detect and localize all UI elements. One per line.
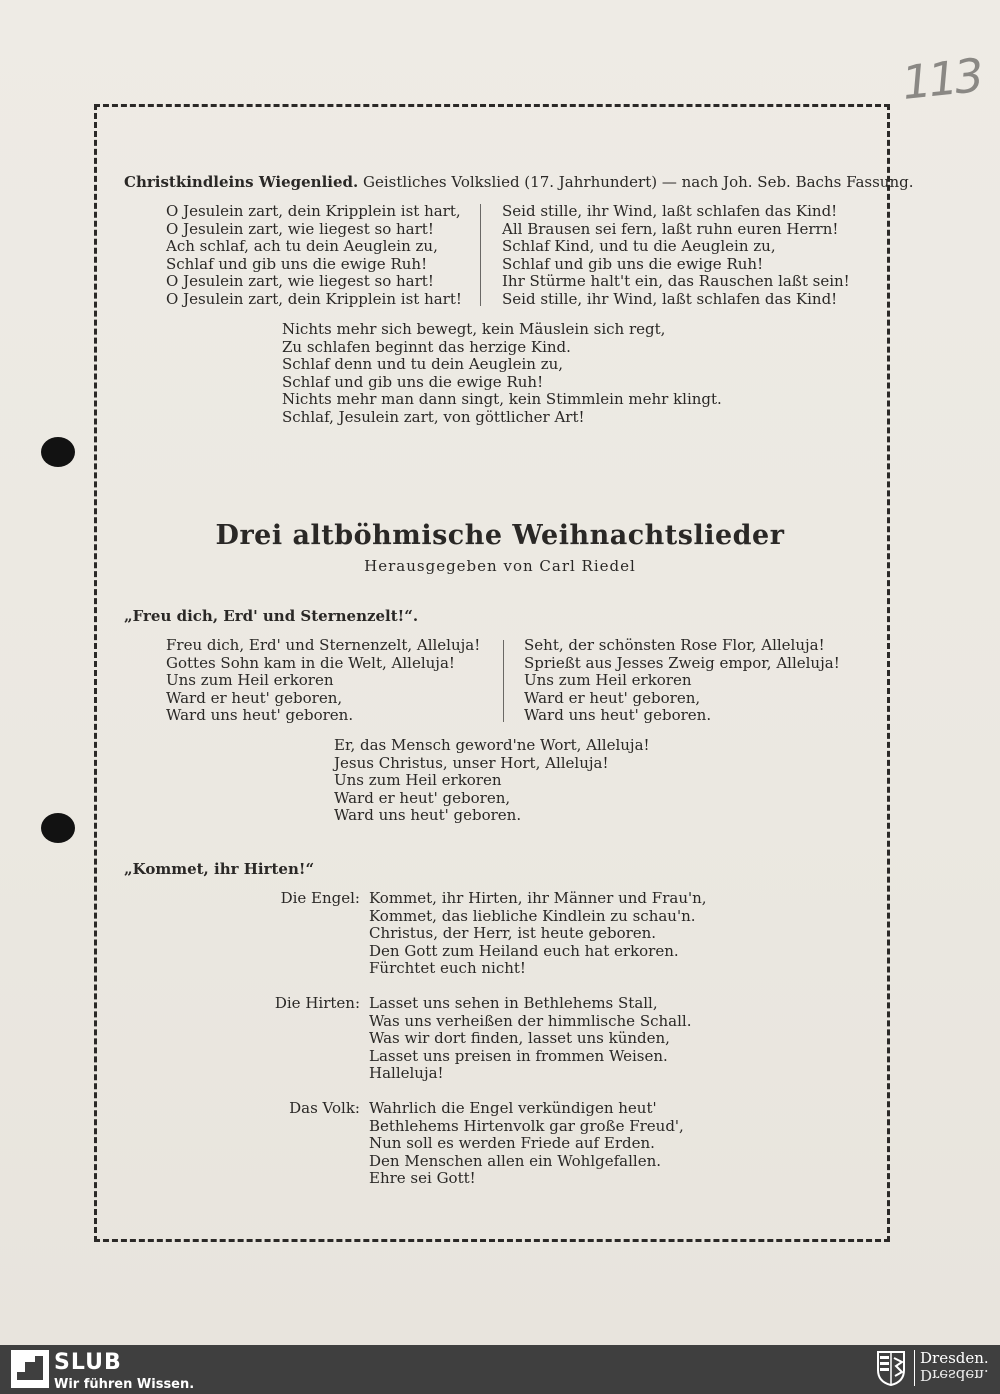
verse-line: Christus, der Herr, ist heute geboren. xyxy=(369,924,657,942)
verse-line: Jesus Christus, unser Hort, Alleluja! xyxy=(334,753,609,772)
dresden-wordmark-mirrored: Dresden. xyxy=(920,1366,989,1384)
verse-line: O Jesulein zart, wie liegest so hart! xyxy=(166,219,434,238)
song2-title: „Kommet, ihr Hirten!“ xyxy=(124,860,315,878)
verse-line: Sprießt aus Jesses Zweig empor, Alleluja! xyxy=(524,653,840,672)
section2-subheading: Herausgegeben von Carl Riedel xyxy=(364,557,636,575)
verse-line: Schlaf und gib uns die ewige Ruh! xyxy=(282,372,544,391)
verse-volk xyxy=(369,1100,684,1188)
verse-line: Lasset uns sehen in Bethlehems Stall, xyxy=(369,994,658,1012)
verse-line: Freu dich, Erd' und Sternenzelt, Alleluja! xyxy=(166,636,481,654)
section1-title-rest: Geistliches Volkslied (17. Jahrhundert) — nach Joh. Seb. Bachs Fassung. xyxy=(363,173,914,191)
verse-line: Gottes Sohn kam in die Welt, Alleluja! xyxy=(166,653,455,672)
speaker-hirten: Die Hirten: xyxy=(274,994,360,1012)
verse-line: Ehre sei Gott! xyxy=(369,1169,476,1187)
punch-hole-top xyxy=(41,437,75,467)
verse-line: Ward er heut' geboren, xyxy=(334,788,511,807)
verse-line: Ach schlaf, ach tu dein Aeuglein zu, xyxy=(166,237,438,255)
verse-line: Nichts mehr man dann singt, kein Stimmlein mehr klingt. xyxy=(282,390,722,408)
verse-line: Ward er heut' geboren, xyxy=(524,688,701,707)
verse-line: Schlaf und gib uns die ewige Ruh! xyxy=(502,254,764,273)
verse-line: Den Gott zum Heiland euch hat erkoren. xyxy=(369,941,679,960)
verse-line: Was uns verheißen der himmlische Schall. xyxy=(369,1011,692,1030)
verse-line: Nichts mehr sich bewegt, kein Mäuslein sich regt, xyxy=(282,320,666,338)
verse-line: Fürchtet euch nicht! xyxy=(369,959,526,977)
section1-left-verse xyxy=(166,203,462,308)
slub-logo-icon[interactable] xyxy=(11,1350,49,1388)
verse-line: Kommet, ihr Hirten, ihr Männer und Frau'n, xyxy=(369,889,707,907)
column-divider xyxy=(480,204,481,306)
speaker-engel: Die Engel: xyxy=(280,889,360,907)
verse-line: Schlaf, Jesulein zart, von göttlicher Art! xyxy=(282,407,585,426)
verse-line: Seid stille, ihr Wind, laßt schlafen das Kind! xyxy=(502,202,838,220)
verse-line: Er, das Mensch geword'ne Wort, Alleluja! xyxy=(334,736,650,754)
verse-line: Uns zum Heil erkoren xyxy=(524,671,692,689)
verse-line: Nun soll es werden Friede auf Erden. xyxy=(369,1134,655,1152)
section1-title xyxy=(124,174,914,192)
verse-line: Bethlehems Hirtenvolk gar große Freud', xyxy=(369,1116,684,1135)
song1-title: „Freu dich, Erd' und Sternenzelt!“. xyxy=(124,607,419,625)
verse-line: Den Menschen allen ein Wohlgefallen. xyxy=(369,1151,662,1170)
verse-line: Kommet, das liebliche Kindlein zu schau'n. xyxy=(369,906,696,925)
dresden-crest-icon xyxy=(876,1350,906,1386)
section1-title-bold: Christkindleins Wiegenlied. xyxy=(124,173,359,191)
punch-hole-bottom xyxy=(41,813,75,843)
verse-line: Was wir dort finden, lasset uns künden, xyxy=(369,1029,670,1047)
song1-left-verse xyxy=(166,637,480,725)
verse-line: Ward uns heut' geboren. xyxy=(166,706,354,724)
dresden-wordmark[interactable]: Dresden. xyxy=(920,1349,989,1367)
verse-line: Schlaf denn und tu dein Aeuglein zu, xyxy=(282,355,564,373)
verse-line: O Jesulein zart, dein Kripplein ist hart, xyxy=(166,202,461,220)
slub-brand[interactable]: SLUB xyxy=(54,1350,122,1375)
verse-line: Schlaf Kind, und tu die Aeuglein zu, xyxy=(502,237,776,255)
verse-line: Seid stille, ihr Wind, laßt schlafen das Kind! xyxy=(502,289,838,308)
verse-line: O Jesulein zart, dein Kripplein ist hart! xyxy=(166,289,462,308)
verse-engel xyxy=(369,890,707,978)
verse-line: Seht, der schönsten Rose Flor, Alleluja! xyxy=(524,636,825,654)
column-divider xyxy=(503,640,504,722)
verse-line: Uns zum Heil erkoren xyxy=(166,671,334,689)
verse-line: O Jesulein zart, wie liegest so hart! xyxy=(166,272,434,290)
page-number: 113 xyxy=(899,48,984,110)
verse-line: Uns zum Heil erkoren xyxy=(334,771,502,789)
verse-line: Zu schlafen beginnt das herzige Kind. xyxy=(282,337,571,356)
verse-hirten xyxy=(369,995,691,1083)
verse-line: Ihr Stürme halt't ein, das Rauschen laßt sein! xyxy=(502,272,850,290)
verse-line: Ward er heut' geboren, xyxy=(166,688,343,707)
verse-line: Ward uns heut' geboren. xyxy=(524,706,712,724)
verse-line: All Brausen sei fern, laßt ruhn euren Herrn! xyxy=(502,219,839,238)
verse-line: Schlaf und gib uns die ewige Ruh! xyxy=(166,254,428,273)
section1-center-verse xyxy=(282,321,722,426)
verse-line: Lasset uns preisen in frommen Weisen. xyxy=(369,1046,668,1065)
song1-center-verse xyxy=(334,737,650,825)
section2-heading: Drei altböhmische Weihnachtslieder xyxy=(215,520,785,551)
section1-right-verse xyxy=(502,203,850,308)
song1-right-verse xyxy=(524,637,840,725)
speaker-volk: Das Volk: xyxy=(289,1099,360,1117)
footer-separator xyxy=(914,1350,915,1386)
verse-line: Wahrlich die Engel verkündigen heut' xyxy=(369,1099,657,1117)
slub-tagline: Wir führen Wissen. xyxy=(54,1377,195,1392)
verse-line: Ward uns heut' geboren. xyxy=(334,806,522,824)
verse-line: Halleluja! xyxy=(369,1064,444,1082)
